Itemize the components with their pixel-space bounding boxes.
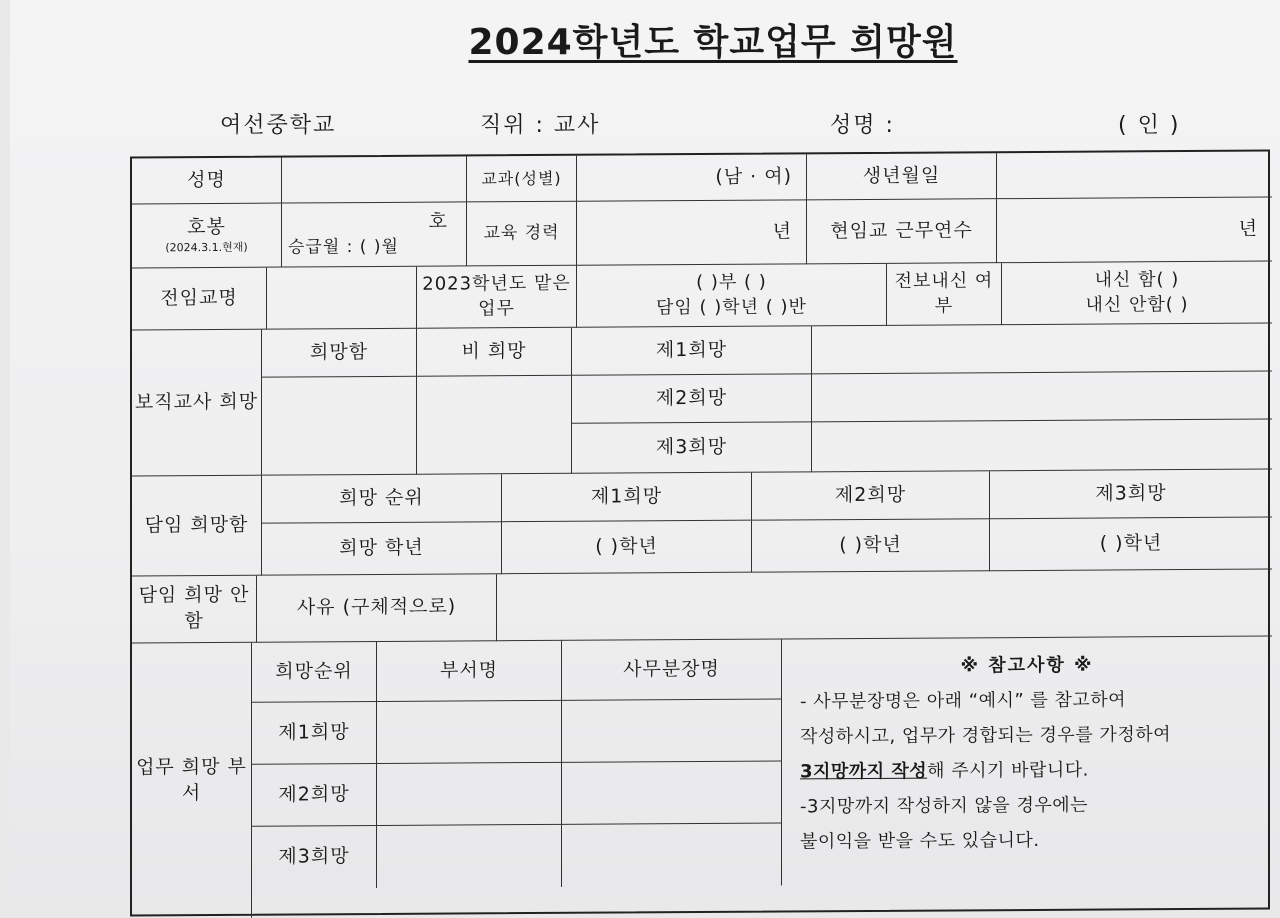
notes-line5: 불이익을 받을 수도 있습니다.	[800, 830, 1040, 853]
nonteaching-label: 보직교사 희망	[132, 330, 262, 477]
duty-choice3-dept-input[interactable]	[377, 825, 562, 888]
previous-duty-homeroom: 담임 ( )학년 ( )반	[656, 295, 807, 318]
birthdate-input[interactable]	[997, 152, 1272, 200]
notes-line3	[800, 752, 1254, 790]
applicant-name-label: 성명 :	[830, 113, 895, 138]
previous-duty-input[interactable]	[577, 264, 887, 328]
duty-choice1-dept-input[interactable]	[377, 701, 562, 764]
duty-choice1-label: 제1희망	[252, 702, 377, 765]
duty-choice3-label: 제3희망	[252, 826, 377, 889]
no-homeroom-reason-input[interactable]	[497, 570, 1272, 642]
no-homeroom-label: 담임 희망 안함	[132, 576, 257, 644]
want-checkbox[interactable]	[262, 377, 417, 476]
homeroom-grade-label: 희망 학년	[262, 522, 502, 575]
notes-title: ※ 참고사항 ※	[960, 654, 1094, 677]
seal-mark: ( 인 )	[1118, 113, 1181, 138]
step-unit: 호	[428, 210, 448, 233]
homeroom-choice2-label: 제2희망	[752, 471, 990, 520]
promotion-month: 승급월 : ( )월	[288, 236, 399, 258]
transfer-options[interactable]	[1002, 262, 1272, 326]
document-page	[10, 0, 1280, 896]
duty-choice2-label: 제2희망	[252, 764, 377, 827]
homeroom-label: 담임 희망함	[132, 476, 262, 577]
name-label: 성명	[132, 158, 282, 205]
name-input[interactable]	[282, 156, 467, 203]
teaching-career-label: 교육 경력	[467, 202, 577, 267]
previous-school-input[interactable]	[267, 267, 417, 330]
reference-notes	[782, 637, 1272, 915]
transfer-no-option[interactable]: 내신 안함( )	[1085, 293, 1189, 316]
nonteaching-choice1-label: 제1희망	[572, 326, 812, 375]
document-title: 2024학년도 학교업무 희망원	[468, 22, 958, 63]
notes-line1: - 사무분장명은 아래 “예시” 를 참고하여	[800, 689, 1127, 713]
nonteaching-choice3-input[interactable]	[812, 420, 1272, 473]
salary-step-title: 호봉	[187, 216, 226, 239]
duty-choice1-task-input[interactable]	[562, 699, 782, 762]
nonteaching-choice2-label: 제2희망	[572, 374, 812, 423]
previous-duty-label: 2023학년도 맡은 업무	[417, 266, 577, 329]
nonteaching-choice1-input[interactable]	[812, 324, 1272, 375]
duty-task-label: 사무분장명	[562, 639, 782, 700]
homeroom-rank-label: 희망 순위	[262, 474, 502, 523]
current-school-years-input[interactable]: 년	[997, 198, 1272, 264]
teaching-career-input[interactable]: 년	[577, 200, 807, 265]
duty-dept-label: 부서명	[377, 641, 562, 702]
duty-label: 업무 희망 부서	[132, 643, 252, 918]
notes-line2: 작성하시고, 업무가 경합되는 경우를 가정하여	[800, 724, 1171, 748]
not-want-label: 비 희망	[417, 328, 572, 377]
duty-choice3-task-input[interactable]	[562, 823, 782, 886]
subject-gender-label: 교과(성별)	[467, 156, 577, 203]
gender-field[interactable]: (남 · 여)	[577, 154, 807, 201]
duty-rank-label: 희망순위	[252, 642, 377, 703]
homeroom-choice3-label: 제3희망	[990, 470, 1272, 520]
notes-line4: -3지망까지 작성하지 않을 경우에는	[800, 795, 1089, 818]
transfer-label: 전보내신 여부	[887, 263, 1002, 326]
notes-emphasis: 3지망까지 작성	[800, 760, 928, 783]
homeroom-grade3-input[interactable]: ( )학년	[990, 518, 1272, 572]
nonteaching-choice3-label: 제3희망	[572, 422, 812, 473]
school-name: 여선중학교	[220, 113, 337, 138]
previous-duty-dept: ( )부 ( )	[696, 271, 767, 294]
homeroom-grade2-input[interactable]: ( )학년	[752, 519, 990, 572]
duty-choice2-task-input[interactable]	[562, 761, 782, 824]
previous-school-label: 전임교명	[132, 268, 267, 331]
homeroom-grade1-input[interactable]: ( )학년	[502, 521, 752, 575]
homeroom-choice1-label: 제1희망	[502, 473, 752, 523]
salary-step-label	[132, 204, 282, 269]
salary-step-input[interactable]	[282, 202, 467, 267]
salary-step-date: (2024.3.1.현재)	[165, 240, 248, 255]
transfer-yes-option[interactable]: 내신 함( )	[1094, 269, 1180, 291]
application-form-table	[130, 150, 1270, 917]
notes-line3-rest: 해 주시기 바랍니다.	[927, 759, 1089, 782]
birthdate-label: 생년월일	[807, 153, 997, 200]
no-homeroom-reason-label: 사유 (구체적으로)	[257, 574, 497, 642]
current-school-years-label: 현임교 근무연수	[807, 199, 997, 264]
position-field: 직위 : 교사	[480, 113, 601, 138]
duty-choice2-dept-input[interactable]	[377, 763, 562, 826]
want-label: 희망함	[262, 329, 417, 378]
nonteaching-choice2-input[interactable]	[812, 372, 1272, 423]
not-want-checkbox[interactable]	[417, 376, 572, 475]
